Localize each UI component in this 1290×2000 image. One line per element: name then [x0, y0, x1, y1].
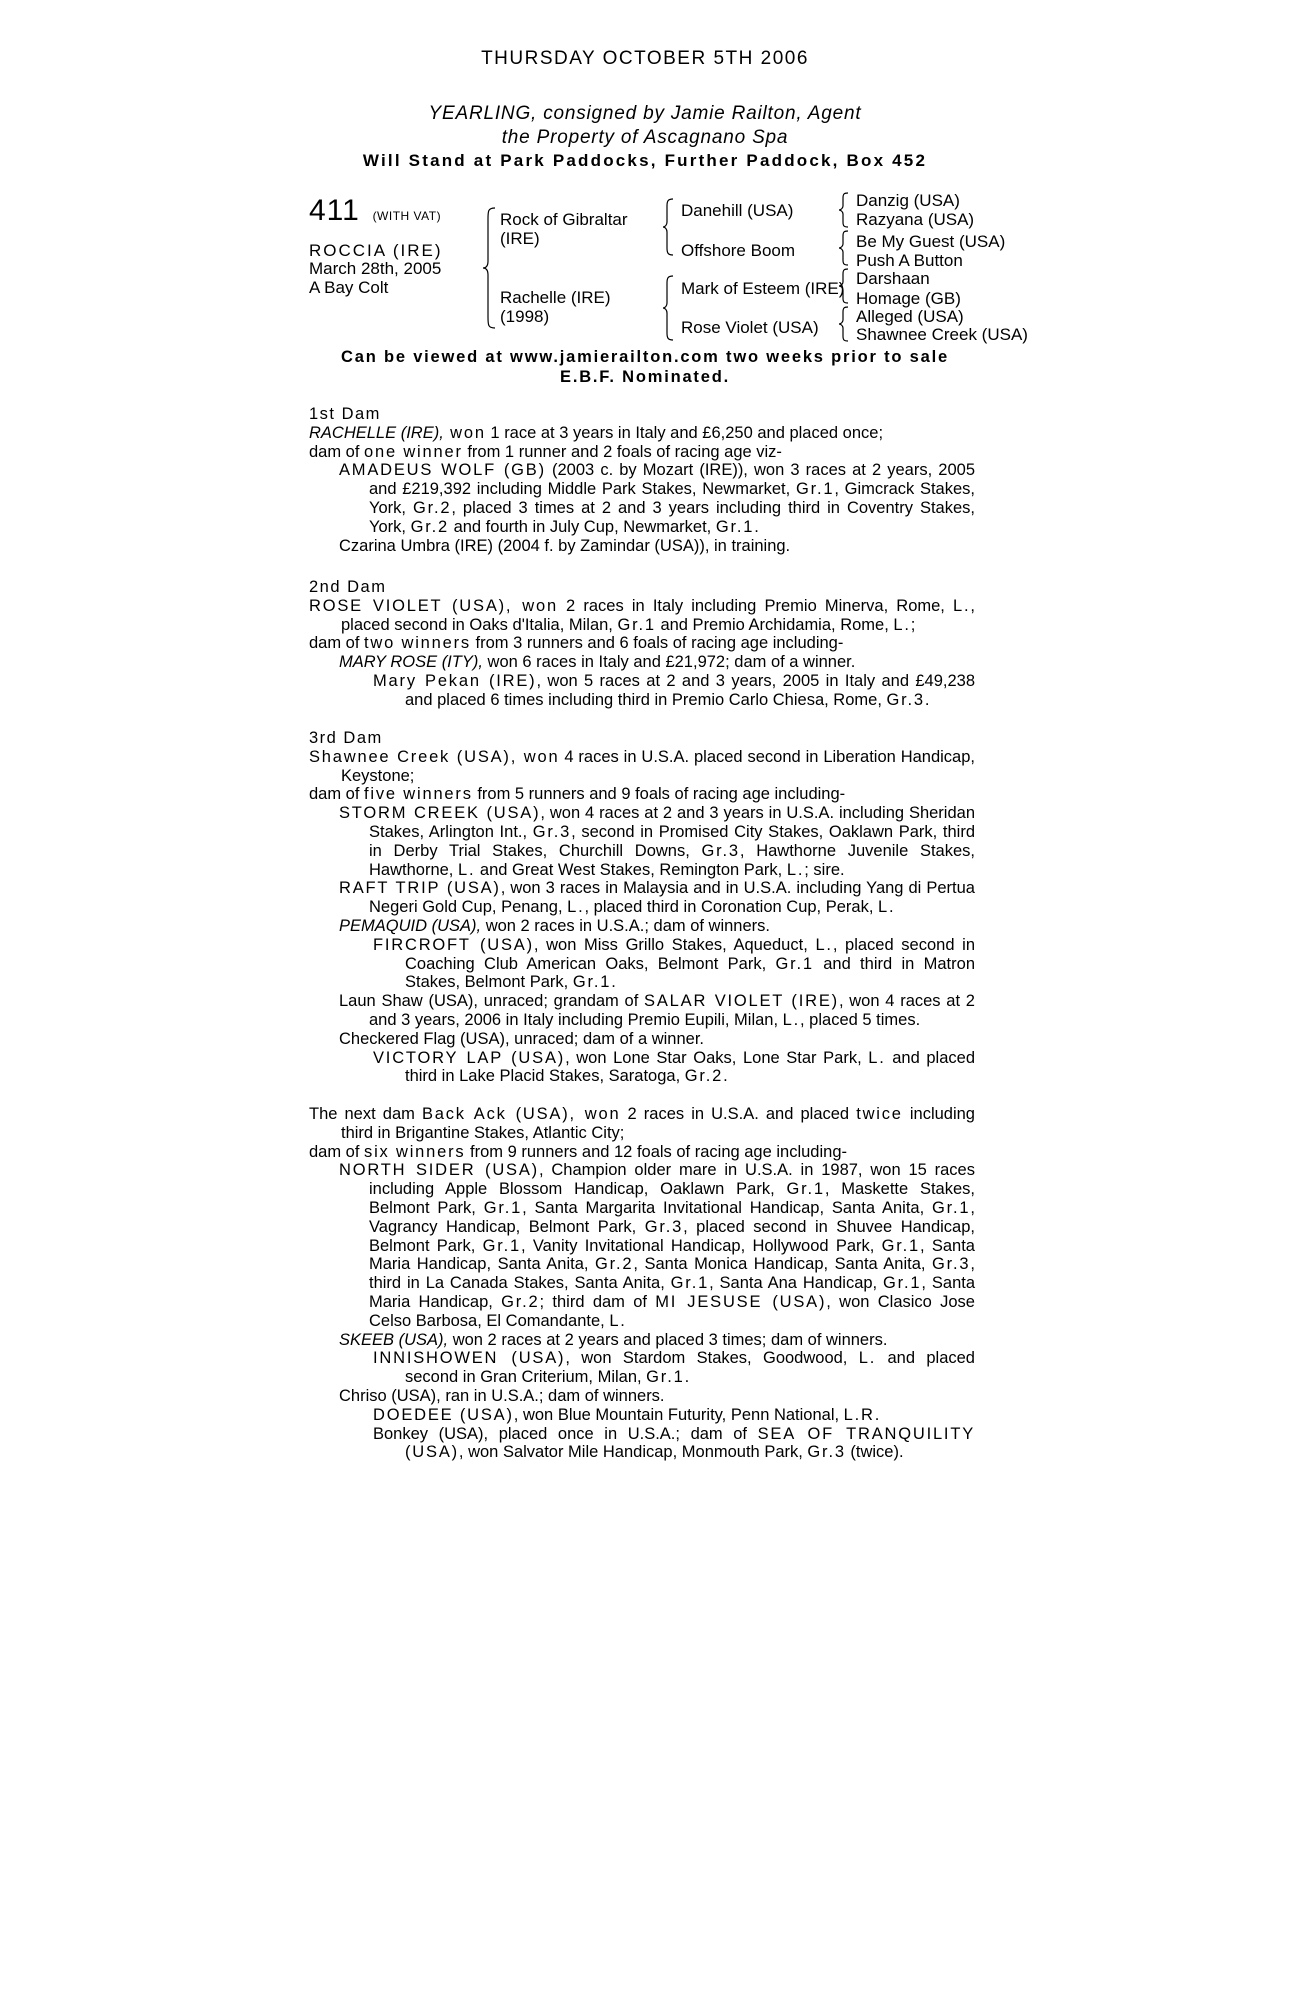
record-text: including third in Brigantine Stakes, Atlantic City; — [341, 1105, 975, 1142]
grade-label: Gr.1 — [795, 480, 835, 499]
next-dam-name: Back Ack (USA), won — [421, 1105, 621, 1123]
produce-text: , won 4 races at 2 and 3 years in U.S.A. including Sheridan Stakes, Arlington Int., — [369, 804, 975, 841]
produce-amadeus-wolf — [339, 461, 975, 536]
produce-name: Mary Pekan (IRE) — [373, 671, 537, 690]
dam-of-text: dam of — [309, 785, 365, 804]
produce-north-sider — [339, 1161, 975, 1330]
dam-line-brace — [662, 275, 674, 341]
winners-count: five winners — [364, 785, 473, 804]
gen3-6: Homage (GB) — [856, 289, 961, 308]
horse-description: A Bay Colt — [309, 278, 389, 297]
grade-label: L.R. — [843, 1405, 882, 1424]
produce-name: MI JESUSE (USA) — [655, 1292, 827, 1311]
record-text: , placed second in Oaks d'Italia, Milan, — [341, 596, 975, 634]
grade-label: Gr.1 — [670, 1274, 710, 1293]
grade-label: L. — [609, 1311, 627, 1330]
gen3-8: Shawnee Creek (USA) — [856, 325, 1028, 344]
grade-label: Gr.3 — [701, 841, 740, 860]
produce-name: DOEDEE (USA) — [373, 1405, 514, 1424]
produce-laun-shaw — [339, 992, 975, 1030]
second-dam-heading: 2nd Dam — [309, 578, 387, 596]
produce-text: , won Clasico Jose Celso Barbosa, El Comandante, — [369, 1292, 975, 1330]
next-dam-produce-summary — [309, 1143, 975, 1162]
grade-label: Gr.1 — [786, 1180, 825, 1199]
grade-label: L. — [786, 860, 805, 879]
grade-label: Gr.1 — [881, 1236, 920, 1255]
next-dam-section — [309, 1105, 975, 1462]
produce-text: Laun Shaw (USA), unraced; grandam of — [339, 992, 645, 1011]
produce-text: , won Blue Mountain Futurity, Penn National, — [513, 1405, 844, 1424]
won-label: won — [443, 423, 486, 442]
grade-label: Gr.2 — [684, 1067, 724, 1086]
property-line: the Property of Ascagnano Spa — [501, 127, 789, 148]
produce-doedee — [373, 1406, 975, 1425]
produce-text: , won Salvator Mile Handicap, Monmouth Park, — [458, 1443, 808, 1462]
grade-label: L. — [893, 615, 911, 634]
dam-name: Rachelle (IRE) — [500, 288, 611, 307]
winners-count: two winners — [364, 634, 471, 653]
gen3-1: Danzig (USA) — [856, 191, 960, 210]
grade-label: Gr.1 — [572, 973, 612, 992]
winners-count: six winners — [364, 1142, 466, 1161]
sire-sire: Danehill (USA) — [681, 201, 794, 220]
produce-name: RAFT TRIP (USA) — [339, 879, 501, 898]
produce-text: , Santa Maria Handicap, — [369, 1274, 976, 1311]
dam-of-text: dam of — [309, 442, 365, 461]
winners-count: one winner — [364, 442, 463, 461]
first-dam-produce-summary — [309, 443, 975, 462]
produce-mary-pekan — [373, 672, 975, 710]
grade-label: L. — [457, 860, 476, 879]
produce-text: , Champion older mare in U.S.A. in 1987, won 15 races including Apple Blossom Handicap, Oaklawn Park, — [369, 1161, 975, 1199]
grade-label: Gr.3 — [532, 822, 572, 841]
grade-label: Gr.1 — [932, 1198, 971, 1217]
produce-text: . — [754, 517, 759, 536]
consignment-line: YEARLING, consigned by Jamie Railton, Agent — [428, 103, 862, 124]
produce-text: , Maskette Stakes, Belmont Park, — [369, 1180, 975, 1217]
grade-label: Gr.1 — [715, 517, 755, 536]
produce-text: . — [924, 690, 930, 709]
grade-label: L. — [815, 935, 833, 954]
third-dam-record — [309, 748, 975, 786]
lot-number: 411 — [309, 194, 360, 227]
produce-name: SEA OF TRANQUILITY (USA) — [405, 1424, 975, 1462]
produce-name: VICTORY LAP (USA) — [373, 1048, 566, 1067]
sale-date: THURSDAY OCTOBER 5TH 2006 — [481, 48, 809, 69]
vat-label: (WITH VAT) — [372, 209, 442, 223]
grade-label: L. — [782, 1010, 801, 1029]
next-dam-record — [309, 1105, 975, 1143]
record-text: ; — [910, 615, 916, 634]
produce-text: , placed third in Coronation Cup, Perak, — [584, 898, 878, 917]
produce-skeeb — [339, 1331, 975, 1350]
record-text: twice — [856, 1105, 903, 1123]
produce-text: ; third dam of — [539, 1292, 656, 1311]
grade-label: Gr.3 — [932, 1255, 971, 1274]
grade-label: Gr.3 — [644, 1217, 684, 1236]
produce-text: , won 4 races at 2 and 3 years, 2006 in Italy including Premio Eupili, Milan, — [369, 992, 975, 1029]
produce-raft-trip — [339, 879, 975, 917]
produce-text: won 2 races in U.S.A.; dam of winners. — [481, 916, 770, 935]
runners-text: from 9 runners and 12 foals of racing age including- — [465, 1142, 847, 1161]
produce-text: and placed second in Gran Criterium, Milan, — [405, 1349, 975, 1387]
runners-text: from 1 runner and 2 foals of racing age viz- — [462, 442, 782, 461]
produce-text: , placed 5 times. — [800, 1010, 921, 1029]
record-text: and Premio Archidamia, Rome, — [655, 615, 894, 634]
viewing-note: Can be viewed at www.jamierailton.com two weeks prior to sale — [341, 348, 949, 366]
second-dam-section — [309, 578, 975, 710]
produce-text: ; sire. — [804, 860, 845, 879]
grade-label: Gr.2 — [410, 517, 449, 536]
grade-label: Gr.1 — [483, 1198, 523, 1217]
record-text: 2 races in Italy including Premio Minerva, Rome, — [557, 596, 954, 615]
grade-label: Gr.2 — [594, 1255, 634, 1274]
grade-label: Gr.3 — [807, 1443, 846, 1462]
grade-label: L. — [858, 1349, 877, 1368]
gen3-brace-4 — [838, 306, 849, 342]
produce-text: won 2 races at 2 years and placed 3 times; dam of winners. — [448, 1330, 888, 1349]
grade-label: L. — [868, 1048, 886, 1067]
produce-pemaquid — [339, 917, 975, 936]
first-dam-heading: 1st Dam — [309, 405, 381, 423]
produce-text: (twice). — [845, 1443, 904, 1462]
produce-checkered-flag: Checkered Flag (USA), unraced; dam of a winner. — [339, 1029, 705, 1048]
grade-label: Gr.3 — [886, 690, 925, 709]
first-dam-record-text: 1 race at 3 years in Italy and £6,250 and placed once; — [485, 423, 884, 442]
produce-text: and placed third in Lake Placid Stakes, Saratoga, — [405, 1048, 975, 1086]
dam-dam: Rose Violet (USA) — [681, 318, 819, 337]
produce-text: (2003 c. by Mozart (IRE)), won 3 races at 2 years, 2005 and £219,392 including Middle Park Stakes, Newmarket, — [369, 461, 976, 499]
produce-bonkey — [373, 1425, 975, 1463]
produce-storm-creek — [339, 804, 975, 879]
produce-text: , second in Promised City Stakes, Oaklawn Park, third in Derby Trial Stakes, Churchill Downs, — [369, 822, 975, 860]
first-dam-name: RACHELLE (IRE), — [309, 423, 444, 442]
produce-text: , won Stardom Stakes, Goodwood, — [565, 1349, 859, 1368]
produce-text: , won Miss Grillo Stakes, Aqueduct, — [533, 935, 816, 954]
gen3-2: Razyana (USA) — [856, 210, 975, 229]
gen3-brace-3 — [838, 268, 849, 304]
second-dam-produce-summary — [309, 634, 975, 653]
first-dam-section — [309, 405, 975, 555]
produce-text: , Santa Maria Handicap, Santa Anita, — [369, 1236, 975, 1274]
produce-text: , placed second in Shuvee Handicap, Belmont Park, — [369, 1217, 975, 1255]
grade-label: Gr.2 — [412, 498, 452, 517]
produce-text: , Hawthorne Juvenile Stakes, Hawthorne, — [369, 841, 975, 879]
second-dam-name: ROSE VIOLET (USA), won — [309, 596, 558, 615]
gen3-3: Be My Guest (USA) — [856, 232, 1006, 251]
dam-year: (1998) — [500, 307, 550, 326]
grade-label: Gr.1 — [883, 1274, 922, 1293]
produce-name: SKEEB (USA), — [339, 1330, 449, 1349]
gen3-brace-1 — [838, 192, 849, 228]
dam-sire: Mark of Esteem (IRE) — [681, 279, 845, 298]
dam-of-text: dam of — [309, 634, 365, 653]
produce-text: , placed 3 times at 2 and 3 years including third in Coventry Stakes, York, — [369, 498, 975, 536]
runners-text: from 5 runners and 9 foals of racing age including- — [472, 785, 846, 804]
foaling-date: March 28th, 2005 — [309, 259, 442, 278]
grade-label: L. — [953, 596, 971, 615]
produce-text: . — [611, 973, 616, 992]
sire-dam-brace — [482, 207, 496, 329]
produce-text: , Vagrancy Handicap, Belmont Park, — [369, 1198, 975, 1236]
produce-fircroft — [373, 936, 975, 992]
produce-innishowen — [373, 1349, 975, 1387]
grade-label: Gr.1 — [617, 615, 656, 634]
grade-label: Gr.1 — [482, 1236, 521, 1255]
produce-text: . — [684, 1368, 690, 1387]
produce-name: NORTH SIDER (USA) — [339, 1161, 539, 1180]
runners-text: from 3 runners and 6 foals of racing age including- — [470, 634, 844, 653]
gen3-brace-2 — [838, 230, 849, 266]
record-text: 2 races in U.S.A. and placed — [620, 1105, 857, 1123]
produce-name: FIRCROFT (USA) — [373, 935, 534, 954]
gen3-7: Alleged (USA) — [856, 307, 964, 326]
produce-text: and fourth in July Cup, Newmarket, — [448, 517, 716, 536]
second-dam-record — [309, 597, 975, 635]
produce-text: , won 3 races in Malaysia and in U.S.A. including Yang di Pertua Negeri Gold Cup, Penang, — [369, 879, 975, 917]
third-dam-heading: 3rd Dam — [309, 729, 383, 747]
sire-suffix: (IRE) — [500, 229, 540, 248]
produce-text: , Gimcrack Stakes, York, — [369, 480, 975, 517]
grade-label: L. — [567, 898, 585, 917]
third-dam-name: Shawnee Creek (USA), won — [309, 747, 560, 766]
grade-label: L. — [878, 898, 896, 917]
gen3-4: Push A Button — [856, 251, 963, 270]
produce-text: . — [723, 1067, 728, 1086]
sire-line-brace — [662, 198, 674, 256]
produce-text: , Santa Margarita Invitational Handicap, Santa Anita, — [522, 1198, 933, 1217]
produce-text: , third in La Canada Stakes, Santa Anita, — [369, 1255, 975, 1293]
produce-text: , Santa Ana Handicap, — [709, 1274, 884, 1293]
produce-text: won 6 races in Italy and £21,972; dam of a winner. — [482, 653, 856, 672]
produce-text: Bonkey (USA), placed once in U.S.A.; dam of — [373, 1424, 758, 1443]
produce-text: , Santa Monica Handicap, Santa Anita, — [633, 1255, 933, 1274]
produce-victory-lap — [373, 1049, 975, 1087]
produce-text: , won 5 races at 2 and 3 years, 2005 in Italy and £49,238 and placed 6 times including third in Premio Carlo Chiesa, Rome, — [405, 671, 976, 709]
produce-text: , Vanity Invitational Handicap, Hollywood Park, — [520, 1236, 882, 1255]
produce-name: INNISHOWEN (USA) — [373, 1349, 566, 1368]
record-text: 4 races in U.S.A. placed second in Liberation Handicap, Keystone; — [341, 747, 975, 785]
first-dam-record — [309, 424, 975, 443]
third-dam-produce-summary — [309, 785, 975, 804]
third-dam-section — [309, 729, 975, 1086]
dam-of-text: dam of — [309, 1142, 365, 1161]
produce-text: and third in Matron Stakes, Belmont Park, — [405, 954, 975, 992]
produce-name: PEMAQUID (USA), — [339, 916, 482, 935]
produce-name: MARY ROSE (ITY), — [339, 653, 483, 672]
ebf-note: E.B.F. Nominated. — [560, 368, 730, 386]
produce-text: , placed second in Coaching Club American Oaks, Belmont Park, — [405, 935, 975, 973]
produce-name: AMADEUS WOLF (GB) — [339, 461, 546, 480]
produce-name: STORM CREEK (USA) — [339, 804, 541, 823]
produce-chriso: Chriso (USA), ran in U.S.A.; dam of winners. — [339, 1386, 665, 1405]
sire-dam: Offshore Boom — [681, 241, 796, 260]
gen3-5: Darshaan — [856, 269, 930, 288]
grade-label: Gr.2 — [501, 1292, 540, 1311]
stand-line: Will Stand at Park Paddocks, Further Paddock, Box 452 — [362, 151, 928, 170]
sire-name: Rock of Gibraltar — [500, 210, 628, 229]
produce-text: , won Lone Star Oaks, Lone Star Park, — [565, 1048, 869, 1067]
produce-mary-rose — [339, 653, 975, 672]
grade-label: Gr.1 — [646, 1368, 685, 1387]
produce-czarina-umbra: Czarina Umbra (IRE) (2004 f. by Zamindar (USA)), in training. — [339, 536, 791, 555]
next-dam-label: The next dam — [309, 1105, 422, 1123]
produce-name: SALAR VIOLET (IRE) — [644, 992, 839, 1011]
grade-label: Gr.1 — [775, 954, 814, 973]
lot-number-line — [309, 194, 441, 228]
horse-name: ROCCIA (IRE) — [309, 241, 443, 260]
produce-text: and Great West Stakes, Remington Park, — [475, 860, 787, 879]
